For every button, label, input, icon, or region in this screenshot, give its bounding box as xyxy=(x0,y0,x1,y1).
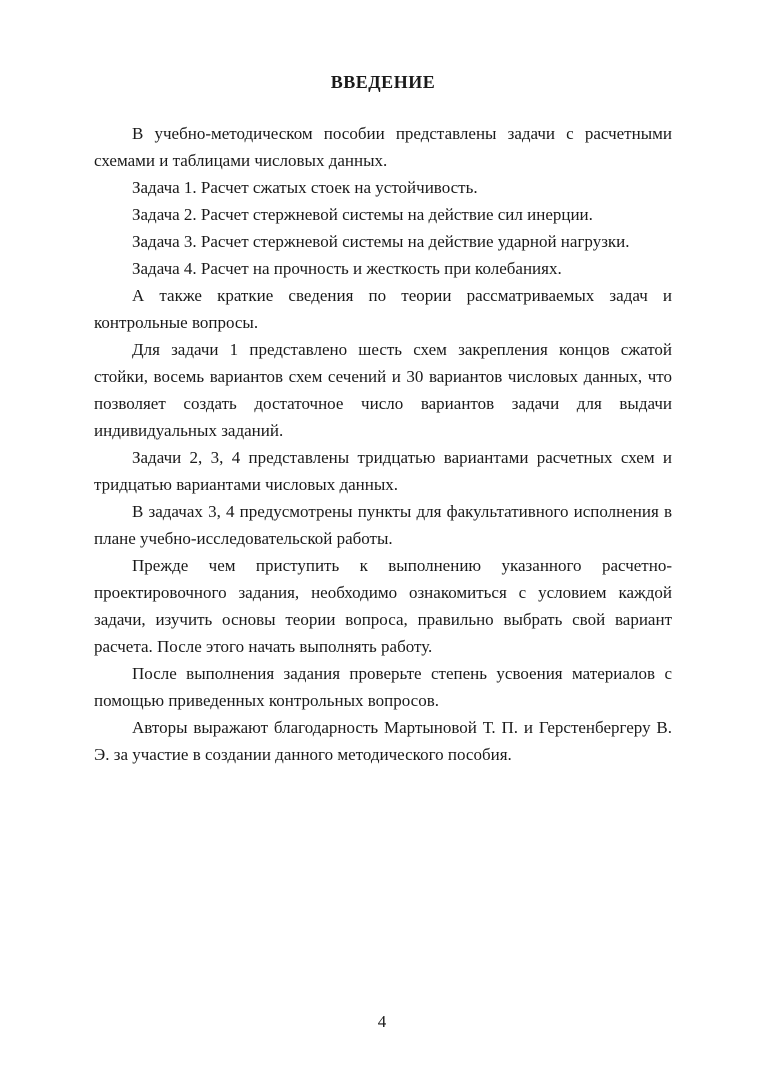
paragraph: После выполнения задания проверьте степень усвоения материалов с помощью приведенных контрольных вопросов. xyxy=(94,664,672,710)
paragraph: В учебно-методическом пособии представлены задачи с расчетными схемами и таблицами числовых данных. xyxy=(94,124,672,170)
page-title: ВВЕДЕНИЕ xyxy=(330,72,436,92)
paragraph: Прежде чем приступить к выполнению указанного расчетно-проектировочного задания, необходимо ознакомиться с условием каждой задачи, изучить основы теории вопроса, правильно выбрать свой вариант расчета. После этого начать выполнять работу. xyxy=(94,556,672,656)
paragraph: Задача 1. Расчет сжатых стоек на устойчивость. xyxy=(132,178,478,197)
paragraph: Задача 4. Расчет на прочность и жесткость при колебаниях. xyxy=(132,259,562,278)
paragraph: Задачи 2, 3, 4 представлены тридцатью вариантами расчетных схем и тридцатью вариантами числовых данных. xyxy=(94,448,672,494)
text-block xyxy=(94,72,672,768)
paragraph: А также краткие сведения по теории рассматриваемых задач и контрольные вопросы. xyxy=(94,286,672,332)
paragraph: В задачах 3, 4 предусмотрены пункты для факультативного исполнения в плане учебно-исследовательской работы. xyxy=(94,502,672,548)
paragraph: Для задачи 1 представлено шесть схем закрепления концов сжатой стойки, восемь вариантов схем сечений и 30 вариантов числовых данных, что позволяет создать достаточное число вариантов задачи для выдачи индивидуальных заданий. xyxy=(94,340,672,440)
paragraph: Задача 3. Расчет стержневой системы на действие ударной нагрузки. xyxy=(132,232,630,251)
page-number: 4 xyxy=(377,1012,387,1031)
paragraph: Задача 2. Расчет стержневой системы на действие сил инерции. xyxy=(132,205,593,224)
paragraph: Авторы выражают благодарность Мартыновой Т. П. и Герстенбергеру В. Э. за участие в создании данного методического пособия. xyxy=(94,718,672,764)
paragraphs xyxy=(94,120,672,768)
